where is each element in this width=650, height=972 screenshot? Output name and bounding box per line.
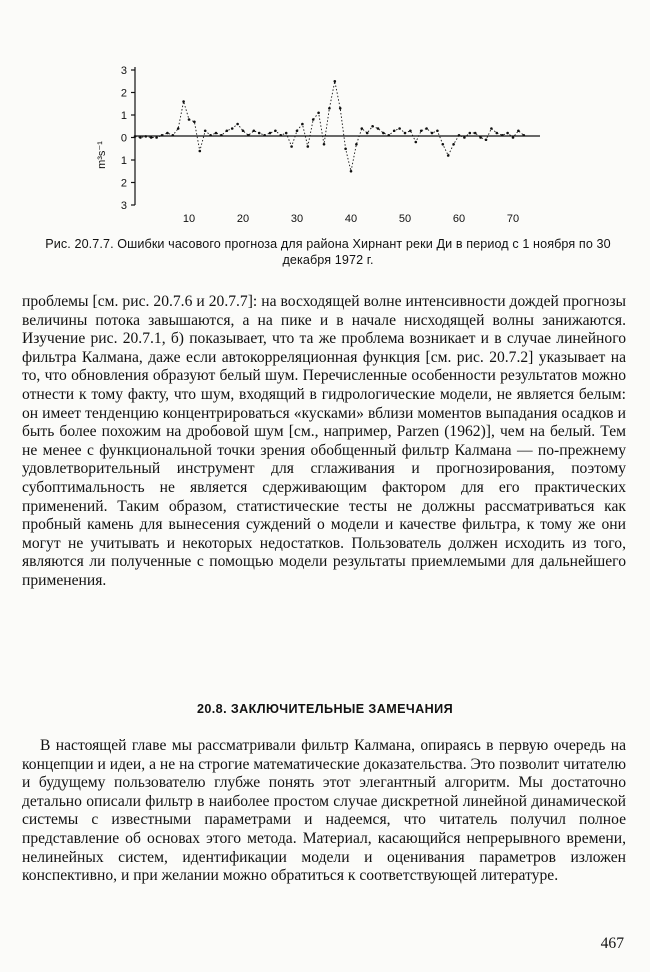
y-axis-label: m³s⁻¹	[96, 141, 108, 169]
y-tick-label: 2	[120, 177, 127, 190]
data-point	[404, 132, 407, 135]
data-point	[339, 107, 342, 110]
data-point	[463, 136, 466, 139]
error-series-line	[135, 81, 524, 171]
data-point	[420, 129, 423, 132]
data-point	[199, 150, 202, 153]
data-point	[490, 127, 493, 130]
data-point	[474, 132, 477, 135]
x-tick-label: 30	[290, 213, 304, 225]
x-tick-label: 70	[506, 213, 520, 225]
data-point	[226, 129, 229, 132]
data-point	[231, 127, 234, 130]
data-point	[344, 147, 347, 150]
data-point	[145, 135, 148, 138]
x-tick-label: 20	[236, 213, 250, 225]
data-point	[512, 136, 515, 139]
data-point	[469, 132, 472, 135]
data-point	[134, 135, 137, 138]
data-point	[431, 132, 434, 135]
data-point	[458, 134, 461, 137]
data-point	[409, 129, 412, 132]
data-point	[317, 111, 320, 114]
y-tick-label: 3	[120, 200, 127, 212]
data-point	[328, 107, 331, 110]
data-point	[485, 138, 488, 141]
data-point	[236, 123, 239, 126]
data-point	[334, 80, 337, 83]
data-point	[425, 127, 428, 130]
data-point	[188, 118, 191, 121]
data-point	[447, 154, 450, 157]
y-tick-label: 0	[120, 132, 127, 145]
x-tick-label: 10	[182, 213, 196, 225]
data-point	[150, 136, 153, 139]
data-point	[285, 132, 288, 135]
data-point	[371, 125, 374, 128]
data-point	[388, 134, 391, 137]
data-point	[193, 120, 196, 123]
data-point	[269, 132, 272, 135]
data-point	[209, 134, 212, 137]
data-point	[172, 134, 175, 137]
data-point	[517, 129, 520, 132]
data-point	[523, 134, 526, 137]
data-point	[166, 132, 169, 135]
data-point	[415, 141, 418, 144]
page-number: 467	[600, 935, 624, 952]
data-point	[247, 134, 250, 137]
data-point	[242, 129, 245, 132]
data-point	[307, 145, 310, 148]
error-series-points	[134, 80, 525, 173]
data-point	[501, 134, 504, 137]
y-ticks	[121, 65, 135, 212]
body-paragraph-1: проблемы [см. рис. 20.7.6 и 20.7.7]: на восходящей волне интенсивности дождей прогнозы величины потока завышаются, а на пике и в начале нисходящей волны занижаются. Изучение рис. 20.7.1, б) показывает, что та же проблема возникает и в случае линейного фильтра Калмана, даже если автокорреляционная функция [см. рис. 20.7.2] указывает на то, что обновления образуют белый шум. Перечисленные особенности результатов можно отнести к тому факту, что шум, входящий в гидрологические модели, не является белым: он имеет тенденцию концентрироваться «кусками» вблизи моментов выпадания осадков и быть более похожим на дробовой шум [см., например, Parzen (1962)], чем на белый. Тем не менее с функциональной точки зрения обобщенный фильтр Калмана — по-прежнему удовлетворительный инструмент для сглаживания и прогнозирования, поэтому субоптимальность не является сдерживающим фактором для его практических применений. Таким образом, статистические тесты не должны рассматриваться как пробный камень для вынесения суждений о модели и качестве фильтра, к тому же они могут не учитывать и некоторых недостатков. Пользователь должен исходить из того, являются ли полученные с помощью модели результаты приемлемыми для дальнейшего применения.	[22, 293, 626, 589]
data-point	[361, 127, 364, 130]
data-point	[452, 143, 455, 146]
x-ticks	[183, 213, 519, 225]
data-point	[436, 129, 439, 132]
data-point	[182, 100, 185, 103]
data-point	[479, 136, 482, 139]
data-point	[312, 118, 315, 121]
data-point	[323, 143, 326, 146]
data-point	[139, 136, 142, 139]
y-tick-label: 1	[120, 110, 127, 122]
data-point	[274, 129, 277, 132]
error-chart	[95, 55, 555, 230]
data-point	[215, 132, 218, 135]
data-point	[220, 134, 223, 137]
data-point	[253, 129, 256, 132]
data-point	[161, 134, 164, 137]
data-point	[377, 127, 380, 130]
data-point	[280, 134, 283, 137]
data-point	[442, 143, 445, 146]
data-point	[204, 129, 207, 132]
data-point	[290, 145, 293, 148]
y-tick-label: 1	[120, 155, 127, 167]
data-point	[296, 129, 299, 132]
data-point	[258, 132, 261, 135]
data-point	[506, 132, 509, 135]
data-point	[366, 132, 369, 135]
section-heading: 20.8. ЗАКЛЮЧИТЕЛЬНЫЕ ЗАМЕЧАНИЯ	[196, 702, 454, 716]
data-point	[350, 170, 353, 173]
x-tick-label: 40	[344, 213, 358, 225]
y-tick-label: 2	[120, 87, 127, 100]
data-point	[177, 127, 180, 130]
figure-caption: Рис. 20.7.7. Ошибки часового прогноза для района Хирнант реки Ди в период с 1 ноября по 30 декабря 1972 г.	[45, 237, 611, 267]
figure-error-plot	[95, 55, 555, 230]
data-point	[496, 132, 499, 135]
x-tick-label: 60	[452, 213, 466, 225]
data-point	[398, 127, 401, 130]
y-tick-label: 3	[120, 65, 127, 77]
data-point	[355, 143, 358, 146]
data-point	[155, 136, 158, 139]
data-point	[301, 123, 304, 126]
body-paragraph-2: В настоящей главе мы рассматривали фильтр Калмана, опираясь в первую очередь на концепции и идеи, а не на строгие математические доказательства. Это позволит читателю и будущему пользователю глубже понять этот элегантный алгоритм. Мы достаточно детально описали фильтр в наиболее простом случае дискретной линейной динамической системы с известными параметрами и надеемся, что читатель получил полное представление об основах этого метода. Материал, касающийся непрерывного времени, нелинейных систем, идентификации модели и оценивания параметров изложен конспективно, и при желании можно обратиться к соответствующей литературе.	[22, 737, 626, 885]
data-point	[263, 134, 266, 137]
data-point	[393, 129, 396, 132]
data-point	[382, 132, 385, 135]
x-tick-label: 50	[398, 213, 412, 225]
